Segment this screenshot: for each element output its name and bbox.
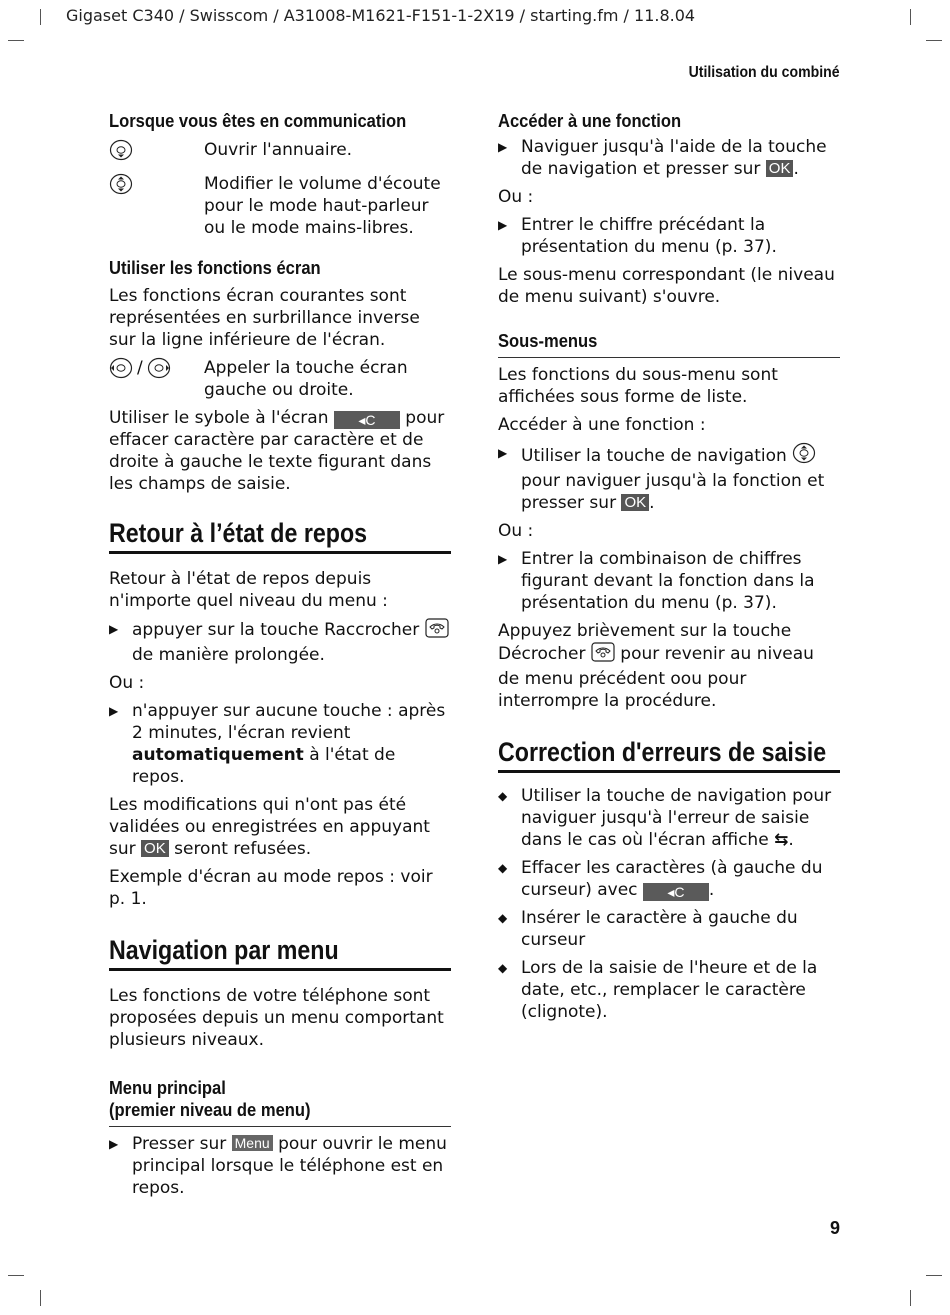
diamond-bullet-icon: ◆	[498, 911, 508, 925]
back-arrow-icon: ◂	[358, 412, 366, 428]
crop-mark	[910, 9, 911, 25]
page-number: 9	[829, 1218, 840, 1238]
text: seront refusées.	[174, 839, 312, 859]
text: Presser sur	[132, 1134, 227, 1154]
crop-mark	[926, 1275, 942, 1276]
text: pour revenir au niveau de menu précédent oou pour interrompre la procédure.	[498, 644, 814, 711]
ok-softkey: OK	[766, 160, 794, 177]
separator: /	[137, 358, 143, 378]
heading-text: Correction d'erreurs de saisie	[498, 737, 827, 767]
clear-softkey	[334, 411, 400, 429]
paragraph: Les fonctions écran courantes sont représentées en surbrillance inverse sur la ligne inférieure de l'écran.	[109, 286, 420, 350]
paragraph: Les fonctions du sous-menu sont affichées sous forme de liste.	[498, 365, 778, 407]
list-item	[498, 214, 840, 258]
paragraph: Le sous-menu correspondant (le niveau de menu suivant) s'ouvre.	[498, 265, 835, 307]
heading-text: Navigation par menu	[109, 935, 339, 965]
text: Appuyez brièvement sur la touche Décrocher	[498, 621, 792, 664]
list-item	[498, 785, 840, 851]
paragraph: Retour à l'état de repos depuis n'importe quel niveau du menu :	[109, 569, 388, 611]
list-item	[498, 136, 840, 180]
crop-mark	[40, 1290, 41, 1306]
left-column	[109, 110, 451, 1205]
list-item	[498, 548, 840, 614]
key-row	[109, 357, 451, 401]
list-item	[109, 618, 451, 666]
clear-label: C	[365, 412, 376, 428]
text: à l'état de repos.	[132, 745, 396, 787]
text: .	[793, 159, 799, 179]
text: pour naviguer jusqu'à la fonction et presser sur	[521, 471, 825, 513]
heading-correction	[498, 736, 840, 773]
key-row-text: Modifier le volume d'écoute pour le mode haut-parleur ou le mode mains-libres.	[204, 174, 441, 238]
paragraph: Accéder à une fonction :	[498, 415, 706, 435]
bullet-icon: ▶	[498, 446, 508, 460]
nav-key-icon	[109, 139, 133, 167]
text: Lors de la saisie de l'heure et de la date, etc., remplacer le caractère (clignote).	[521, 958, 818, 1022]
list-item	[498, 442, 840, 514]
paragraph: Exemple d'écran au mode repos : voir p. 1.	[109, 867, 433, 909]
crop-mark	[910, 1290, 911, 1306]
right-column	[498, 110, 840, 1029]
text: Utiliser le sybole à l'écran	[109, 408, 329, 428]
text: n'appuyer sur aucune touche : après 2 minutes, l'écran revient	[132, 701, 446, 743]
heading-navigation	[109, 934, 451, 971]
nav-key-icon	[109, 173, 133, 201]
text: Naviguer jusqu'à l'aide de la touche de navigation et presser sur	[521, 137, 827, 179]
hang-up-key-icon	[591, 642, 615, 668]
file-info: Gigaset C340 / Swisscom / A31008-M1621-F151-1-2X19 / starting.fm / 11.8.04	[66, 6, 696, 25]
text: appuyer sur la touche Raccrocher	[132, 620, 420, 640]
crop-mark	[926, 40, 942, 41]
key-row-text: Appeler la touche écran gauche ou droite.	[204, 358, 408, 400]
diamond-bullet-icon: ◆	[498, 789, 508, 803]
paragraph	[109, 794, 451, 860]
nav-key-left-icon	[109, 357, 133, 385]
text: de manière prolongée.	[132, 645, 325, 665]
bullet-icon: ▶	[109, 704, 119, 718]
paragraph: Ou :	[498, 521, 534, 541]
crop-mark	[8, 1275, 24, 1276]
clear-label: C	[674, 884, 685, 900]
bold-text: automatiquement	[132, 745, 304, 765]
nav-key-icon	[792, 442, 816, 470]
section-title-communication: Lorsque vous êtes en communication	[109, 111, 407, 131]
text: .	[788, 830, 794, 850]
list-item	[498, 957, 840, 1023]
back-arrow-icon: ◂	[667, 884, 675, 900]
text: Entrer le chiffre précédant la présentation du menu (p. 37).	[521, 215, 777, 257]
bullet-icon: ▶	[109, 1137, 119, 1151]
paragraph: Ou :	[498, 187, 534, 207]
ok-softkey: OK	[621, 494, 649, 511]
menu-softkey: Menu	[232, 1135, 273, 1151]
bullet-icon: ▶	[498, 140, 508, 154]
title-line: Menu principal	[109, 1078, 226, 1098]
text: Utiliser la touche de navigation	[521, 446, 787, 466]
bullet-icon: ▶	[109, 622, 119, 636]
text: Insérer le caractère à gauche du curseur	[521, 908, 798, 950]
key-row-text: Ouvrir l'annuaire.	[204, 140, 353, 160]
paragraph	[109, 407, 451, 495]
section-title-sous-menus	[498, 330, 840, 358]
section-title-screen-functions: Utiliser les fonctions écran	[109, 258, 321, 278]
bullet-icon: ▶	[498, 552, 508, 566]
list-item	[109, 1133, 451, 1199]
list-item	[498, 907, 840, 951]
up-down-arrows-icon: ⇆	[774, 830, 789, 850]
text: Effacer les caractères (à gauche du curseur) avec	[521, 858, 823, 900]
ok-softkey: OK	[141, 840, 169, 857]
heading-retour	[109, 517, 451, 554]
paragraph	[498, 620, 840, 712]
paragraph: Les fonctions de votre téléphone sont proposées depuis un menu comportant plusieurs niveaux.	[109, 986, 444, 1050]
crop-mark	[40, 9, 41, 25]
text: pour effacer caractère par caractère et de droite à gauche le texte figurant dans les champs de saisie.	[109, 408, 445, 494]
nav-key-right-icon	[147, 357, 171, 385]
diamond-bullet-icon: ◆	[498, 961, 508, 975]
paragraph: Ou :	[109, 673, 145, 693]
crop-mark	[8, 40, 24, 41]
text: .	[708, 880, 715, 900]
hang-up-key-icon	[425, 618, 449, 644]
heading-text: Retour à l’état de repos	[109, 518, 368, 548]
text: Les modifications qui n'ont pas été validées ou enregistrées en appuyant sur	[109, 795, 430, 859]
title-line: (premier niveau de menu)	[109, 1100, 311, 1120]
key-row	[109, 173, 451, 239]
text: Entrer la combinaison de chiffres figurant devant la fonction dans la présentation du menu (p. 37).	[521, 549, 815, 613]
list-item	[498, 857, 840, 901]
text: pour ouvrir le menu principal lorsque le téléphone est en repos.	[132, 1134, 447, 1198]
section-title-menu-principal	[109, 1077, 451, 1127]
list-item	[109, 700, 451, 788]
running-head: Utilisation du combiné	[689, 64, 840, 81]
clear-softkey	[643, 883, 709, 901]
text: .	[649, 493, 655, 513]
text: Utiliser la touche de navigation pour naviguer jusqu'à l'erreur de saisie dans le cas où l'écran affiche	[521, 786, 832, 850]
key-row	[109, 139, 451, 167]
title-line: Sous-menus	[498, 331, 598, 351]
diamond-bullet-icon: ◆	[498, 861, 508, 875]
section-title-acceder: Accéder à une fonction	[498, 111, 682, 131]
bullet-icon: ▶	[498, 218, 508, 232]
